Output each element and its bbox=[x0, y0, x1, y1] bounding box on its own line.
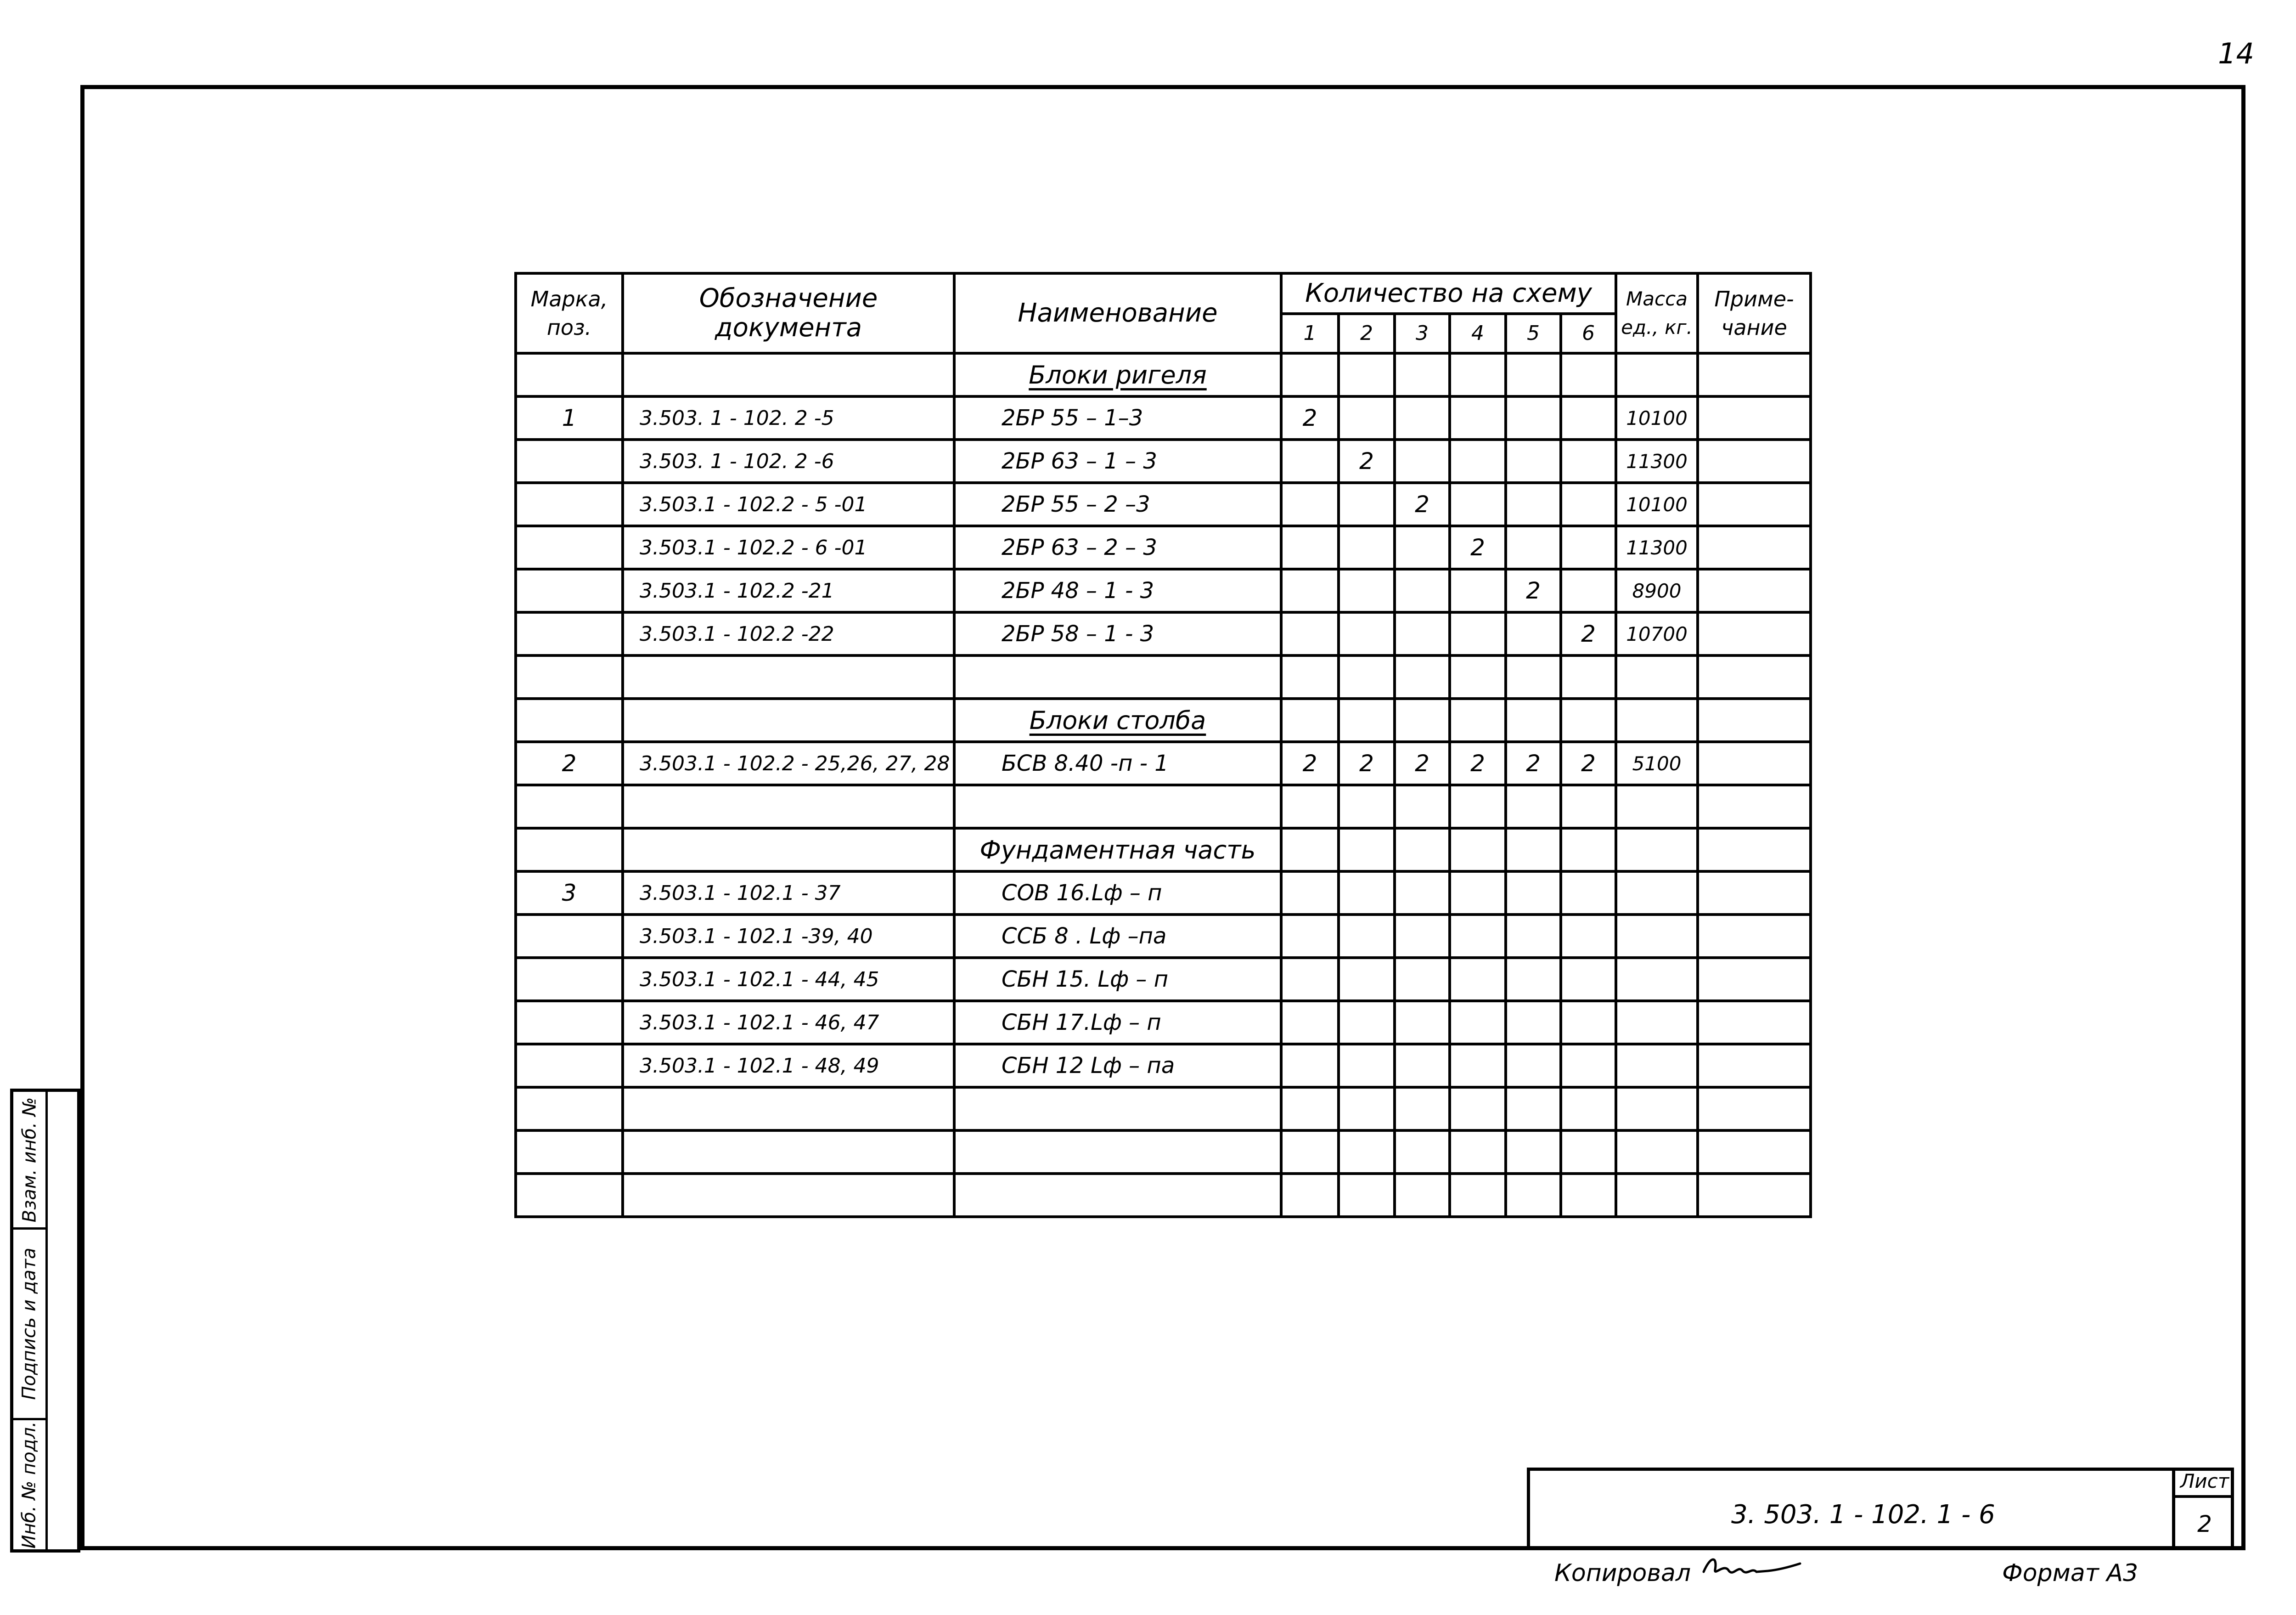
cell-qty: 2 bbox=[1395, 742, 1450, 785]
sheet-box bbox=[2172, 1468, 2234, 1550]
cell-qty bbox=[1450, 353, 1506, 396]
cell-qty bbox=[1506, 871, 1561, 915]
table-row bbox=[516, 440, 1811, 483]
cell-qty bbox=[1450, 655, 1506, 699]
cell-mark: 3 bbox=[516, 871, 623, 915]
cell-qty bbox=[1339, 915, 1395, 958]
cell-qty bbox=[1339, 871, 1395, 915]
cell-mark bbox=[516, 1044, 623, 1087]
cell-doc bbox=[623, 353, 954, 396]
cell-doc bbox=[623, 699, 954, 742]
cell-qty bbox=[1561, 569, 1616, 612]
table-row bbox=[516, 569, 1811, 612]
cell-mass: 10700 bbox=[1616, 612, 1698, 655]
cell-mark: 2 bbox=[516, 742, 623, 785]
cell-qty bbox=[1450, 1044, 1506, 1087]
cell-mass bbox=[1616, 915, 1698, 958]
cell-note bbox=[1698, 612, 1811, 655]
cell-qty bbox=[1450, 871, 1506, 915]
table-row bbox=[516, 1001, 1811, 1044]
cell-qty bbox=[1450, 1001, 1506, 1044]
cell-mass bbox=[1616, 1174, 1698, 1217]
cell-name: БСВ 8.40 -п - 1 bbox=[954, 742, 1281, 785]
cell-doc: 3.503.1 - 102.2 -21 bbox=[623, 569, 954, 612]
cell-qty bbox=[1506, 1001, 1561, 1044]
cell-name: 2БР 48 – 1 - 3 bbox=[954, 569, 1281, 612]
cell-qty bbox=[1395, 655, 1450, 699]
cell-qty: 2 bbox=[1450, 742, 1506, 785]
cell-qty: 2 bbox=[1450, 526, 1506, 569]
cell-note bbox=[1698, 1044, 1811, 1087]
cell-qty bbox=[1561, 526, 1616, 569]
format-label: Формат А3 bbox=[2002, 1559, 2138, 1587]
page-number: 14 bbox=[2218, 37, 2254, 70]
cell-qty bbox=[1561, 958, 1616, 1001]
cell-mark bbox=[516, 1001, 623, 1044]
cell-mass bbox=[1616, 353, 1698, 396]
header-mark: Марка, поз. bbox=[516, 273, 623, 353]
cell-name bbox=[954, 1087, 1281, 1130]
cell-doc: 3.503.1 - 102.1 - 48, 49 bbox=[623, 1044, 954, 1087]
cell-qty bbox=[1395, 612, 1450, 655]
cell-name: 2БР 63 – 1 – 3 bbox=[954, 440, 1281, 483]
cell-mark bbox=[516, 1087, 623, 1130]
cell-note bbox=[1698, 353, 1811, 396]
cell-doc bbox=[623, 785, 954, 828]
cell-qty bbox=[1450, 785, 1506, 828]
cell-mass: 8900 bbox=[1616, 569, 1698, 612]
cell-qty bbox=[1339, 828, 1395, 871]
cell-qty bbox=[1395, 440, 1450, 483]
cell-name: ССБ 8 . Lф –па bbox=[954, 915, 1281, 958]
table-row bbox=[516, 655, 1811, 699]
table-row bbox=[516, 871, 1811, 915]
section-title: Блоки столба bbox=[954, 699, 1281, 742]
side-stamp-vzam bbox=[13, 1092, 45, 1230]
cell-doc: 3.503.1 - 102.2 - 6 -01 bbox=[623, 526, 954, 569]
cell-qty bbox=[1339, 612, 1395, 655]
cell-qty: 2 bbox=[1339, 742, 1395, 785]
cell-mass: 11300 bbox=[1616, 440, 1698, 483]
cell-note bbox=[1698, 655, 1811, 699]
cell-qty bbox=[1281, 828, 1339, 871]
cell-mass bbox=[1616, 655, 1698, 699]
cell-mark bbox=[516, 612, 623, 655]
cell-name: 2БР 63 – 2 – 3 bbox=[954, 526, 1281, 569]
cell-name bbox=[954, 655, 1281, 699]
cell-qty bbox=[1506, 1087, 1561, 1130]
cell-qty bbox=[1561, 871, 1616, 915]
cell-note bbox=[1698, 958, 1811, 1001]
cell-note bbox=[1698, 785, 1811, 828]
side-stamp-divider bbox=[45, 1092, 48, 1549]
cell-qty: 2 bbox=[1506, 742, 1561, 785]
sheet-value: 2 bbox=[2197, 1511, 2212, 1537]
cell-qty bbox=[1561, 699, 1616, 742]
cell-mass bbox=[1616, 958, 1698, 1001]
cell-mark bbox=[516, 483, 623, 526]
cell-qty: 2 bbox=[1281, 742, 1339, 785]
table-row bbox=[516, 483, 1811, 526]
cell-qty bbox=[1339, 785, 1395, 828]
cell-qty bbox=[1561, 655, 1616, 699]
header-note: Приме- чание bbox=[1698, 273, 1811, 353]
cell-mass: 10100 bbox=[1616, 396, 1698, 440]
cell-qty bbox=[1561, 828, 1616, 871]
cell-qty bbox=[1395, 871, 1450, 915]
cell-qty bbox=[1561, 915, 1616, 958]
cell-qty bbox=[1506, 785, 1561, 828]
cell-note bbox=[1698, 742, 1811, 785]
cell-qty bbox=[1281, 612, 1339, 655]
cell-qty bbox=[1561, 1087, 1616, 1130]
cell-qty bbox=[1395, 915, 1450, 958]
cell-qty bbox=[1395, 1044, 1450, 1087]
cell-qty bbox=[1450, 1130, 1506, 1174]
cell-mass bbox=[1616, 1087, 1698, 1130]
side-stamp-vzam-label: Взам. инб. № bbox=[19, 1097, 40, 1222]
cell-qty bbox=[1339, 958, 1395, 1001]
side-stamp-sign-label: Подпись и дата bbox=[19, 1248, 40, 1400]
cell-qty bbox=[1395, 699, 1450, 742]
cell-qty bbox=[1561, 440, 1616, 483]
cell-qty bbox=[1561, 396, 1616, 440]
section-title: Фундаментная часть bbox=[954, 828, 1281, 871]
table-row bbox=[516, 612, 1811, 655]
cell-qty bbox=[1450, 1174, 1506, 1217]
cell-qty bbox=[1339, 699, 1395, 742]
cell-mass: 5100 bbox=[1616, 742, 1698, 785]
cell-qty bbox=[1506, 440, 1561, 483]
cell-qty bbox=[1281, 483, 1339, 526]
cell-qty bbox=[1506, 958, 1561, 1001]
cell-qty bbox=[1395, 569, 1450, 612]
header-qty-col: 1 bbox=[1281, 314, 1339, 353]
cell-qty bbox=[1339, 1130, 1395, 1174]
cell-qty bbox=[1450, 699, 1506, 742]
cell-doc bbox=[623, 655, 954, 699]
header-name: Наименование bbox=[954, 273, 1281, 353]
cell-qty bbox=[1561, 1044, 1616, 1087]
cell-name bbox=[954, 1130, 1281, 1174]
cell-doc: 3.503.1 - 102.1 -39, 40 bbox=[623, 915, 954, 958]
cell-qty bbox=[1450, 828, 1506, 871]
cell-doc bbox=[623, 1130, 954, 1174]
cell-qty: 2 bbox=[1561, 612, 1616, 655]
cell-mass bbox=[1616, 1130, 1698, 1174]
cell-mass bbox=[1616, 1044, 1698, 1087]
cell-qty bbox=[1395, 353, 1450, 396]
cell-qty bbox=[1395, 958, 1450, 1001]
cell-qty bbox=[1450, 958, 1506, 1001]
header-qty-col: 3 bbox=[1395, 314, 1450, 353]
header-mass: Масса ед., кг. bbox=[1616, 273, 1698, 353]
signature-icon bbox=[1699, 1553, 1805, 1581]
cell-qty bbox=[1506, 828, 1561, 871]
cell-qty bbox=[1450, 612, 1506, 655]
cell-doc: 3.503.1 - 102.2 -22 bbox=[623, 612, 954, 655]
copied-label: Копировал bbox=[1554, 1559, 1691, 1587]
cell-qty bbox=[1561, 785, 1616, 828]
cell-mark bbox=[516, 785, 623, 828]
cell-doc: 3.503.1 - 102.1 - 37 bbox=[623, 871, 954, 915]
cell-note bbox=[1698, 569, 1811, 612]
cell-qty bbox=[1281, 440, 1339, 483]
cell-qty bbox=[1339, 569, 1395, 612]
cell-qty bbox=[1561, 1001, 1616, 1044]
cell-mark bbox=[516, 569, 623, 612]
cell-note bbox=[1698, 1001, 1811, 1044]
cell-qty: 2 bbox=[1561, 742, 1616, 785]
cell-qty bbox=[1395, 396, 1450, 440]
cell-name: СБН 12 Lф – па bbox=[954, 1044, 1281, 1087]
cell-qty bbox=[1506, 1174, 1561, 1217]
cell-note bbox=[1698, 871, 1811, 915]
cell-name: 2БР 55 – 1–3 bbox=[954, 396, 1281, 440]
cell-note bbox=[1698, 396, 1811, 440]
cell-note bbox=[1698, 828, 1811, 871]
cell-qty bbox=[1450, 483, 1506, 526]
cell-note bbox=[1698, 915, 1811, 958]
cell-doc: 3.503.1 - 102.2 - 25,26, 27, 28 bbox=[623, 742, 954, 785]
cell-qty bbox=[1506, 396, 1561, 440]
table-row bbox=[516, 1130, 1811, 1174]
cell-note bbox=[1698, 1174, 1811, 1217]
cell-qty bbox=[1281, 699, 1339, 742]
table-row bbox=[516, 1087, 1811, 1130]
cell-mass bbox=[1616, 785, 1698, 828]
cell-qty bbox=[1395, 828, 1450, 871]
cell-qty bbox=[1395, 526, 1450, 569]
cell-doc: 3.503.1 - 102.1 - 46, 47 bbox=[623, 1001, 954, 1044]
cell-qty bbox=[1395, 1130, 1450, 1174]
cell-qty bbox=[1281, 655, 1339, 699]
table-row bbox=[516, 742, 1811, 785]
cell-mass bbox=[1616, 1001, 1698, 1044]
header-qty-col: 6 bbox=[1561, 314, 1616, 353]
cell-name bbox=[954, 1174, 1281, 1217]
cell-qty bbox=[1339, 1044, 1395, 1087]
cell-mark bbox=[516, 828, 623, 871]
cell-note bbox=[1698, 1087, 1811, 1130]
table-row bbox=[516, 396, 1811, 440]
cell-qty bbox=[1450, 915, 1506, 958]
table-row bbox=[516, 1174, 1811, 1217]
cell-note bbox=[1698, 526, 1811, 569]
cell-name: СОВ 16.Lф – п bbox=[954, 871, 1281, 915]
cell-qty bbox=[1506, 699, 1561, 742]
cell-doc: 3.503. 1 - 102. 2 -6 bbox=[623, 440, 954, 483]
cell-qty bbox=[1339, 483, 1395, 526]
cell-doc: 3.503.1 - 102.2 - 5 -01 bbox=[623, 483, 954, 526]
cell-qty bbox=[1561, 483, 1616, 526]
cell-qty bbox=[1395, 1001, 1450, 1044]
table-row bbox=[516, 915, 1811, 958]
header-doc: Обозначение документа bbox=[623, 273, 954, 353]
cell-qty bbox=[1506, 526, 1561, 569]
cell-note bbox=[1698, 483, 1811, 526]
cell-mark bbox=[516, 655, 623, 699]
table-row bbox=[516, 353, 1811, 396]
cell-qty: 2 bbox=[1395, 483, 1450, 526]
cell-mass bbox=[1616, 828, 1698, 871]
cell-qty bbox=[1450, 440, 1506, 483]
cell-qty bbox=[1506, 915, 1561, 958]
cell-mark bbox=[516, 958, 623, 1001]
cell-qty bbox=[1281, 785, 1339, 828]
cell-qty bbox=[1339, 1087, 1395, 1130]
cell-qty bbox=[1339, 1001, 1395, 1044]
header-qty-col: 4 bbox=[1450, 314, 1506, 353]
cell-qty bbox=[1339, 655, 1395, 699]
side-stamp-inv bbox=[13, 1420, 45, 1549]
cell-mark bbox=[516, 1174, 623, 1217]
cell-doc: 3.503.1 - 102.1 - 44, 45 bbox=[623, 958, 954, 1001]
cell-doc bbox=[623, 1087, 954, 1130]
cell-qty bbox=[1339, 1174, 1395, 1217]
cell-mark bbox=[516, 353, 623, 396]
cell-qty bbox=[1281, 353, 1339, 396]
cell-note bbox=[1698, 440, 1811, 483]
cell-qty bbox=[1339, 526, 1395, 569]
table-row bbox=[516, 1044, 1811, 1087]
cell-qty: 2 bbox=[1339, 440, 1395, 483]
cell-doc bbox=[623, 828, 954, 871]
header-qty-col: 5 bbox=[1506, 314, 1561, 353]
table-row bbox=[516, 828, 1811, 871]
cell-doc bbox=[623, 1174, 954, 1217]
cell-qty bbox=[1561, 1174, 1616, 1217]
cell-qty bbox=[1506, 655, 1561, 699]
table-row bbox=[516, 526, 1811, 569]
cell-qty: 2 bbox=[1506, 569, 1561, 612]
cell-name bbox=[954, 785, 1281, 828]
specification-table bbox=[514, 272, 1812, 1218]
cell-mark bbox=[516, 915, 623, 958]
cell-mass bbox=[1616, 871, 1698, 915]
cell-mass bbox=[1616, 699, 1698, 742]
cell-qty bbox=[1281, 1044, 1339, 1087]
cell-mark bbox=[516, 1130, 623, 1174]
header-qty: Количество на схему bbox=[1281, 273, 1616, 314]
cell-qty bbox=[1281, 1001, 1339, 1044]
cell-qty bbox=[1395, 785, 1450, 828]
cell-mark bbox=[516, 699, 623, 742]
side-stamp bbox=[10, 1089, 80, 1553]
cell-qty bbox=[1506, 612, 1561, 655]
cell-mass: 11300 bbox=[1616, 526, 1698, 569]
cell-qty bbox=[1281, 526, 1339, 569]
table-body bbox=[516, 353, 1811, 1217]
cell-qty bbox=[1506, 1130, 1561, 1174]
table-row bbox=[516, 958, 1811, 1001]
cell-qty bbox=[1339, 353, 1395, 396]
cell-qty bbox=[1281, 871, 1339, 915]
cell-name: 2БР 58 – 1 - 3 bbox=[954, 612, 1281, 655]
cell-name: СБН 15. Lф – п bbox=[954, 958, 1281, 1001]
cell-qty bbox=[1281, 1174, 1339, 1217]
cell-qty: 2 bbox=[1281, 396, 1339, 440]
sheet-label: Лист bbox=[2175, 1468, 2234, 1498]
cell-name: СБН 17.Lф – п bbox=[954, 1001, 1281, 1044]
cell-qty bbox=[1506, 483, 1561, 526]
cell-qty bbox=[1561, 1130, 1616, 1174]
header-qty-col: 2 bbox=[1339, 314, 1395, 353]
cell-note bbox=[1698, 699, 1811, 742]
cell-qty bbox=[1281, 569, 1339, 612]
table-row bbox=[516, 785, 1811, 828]
cell-mark bbox=[516, 440, 623, 483]
cell-doc: 3.503. 1 - 102. 2 -5 bbox=[623, 396, 954, 440]
side-stamp-sign bbox=[13, 1230, 45, 1420]
cell-mark: 1 bbox=[516, 396, 623, 440]
cell-mark bbox=[516, 526, 623, 569]
table-row bbox=[516, 699, 1811, 742]
cell-qty bbox=[1395, 1174, 1450, 1217]
document-code: 3. 503. 1 - 102. 1 - 6 bbox=[1731, 1500, 1995, 1530]
cell-qty bbox=[1450, 569, 1506, 612]
cell-note bbox=[1698, 1130, 1811, 1174]
cell-qty bbox=[1339, 396, 1395, 440]
cell-qty bbox=[1281, 1087, 1339, 1130]
section-title: Блоки ригеля bbox=[954, 353, 1281, 396]
cell-qty bbox=[1506, 353, 1561, 396]
cell-qty bbox=[1395, 1087, 1450, 1130]
cell-qty bbox=[1281, 1130, 1339, 1174]
cell-qty bbox=[1281, 915, 1339, 958]
cell-qty bbox=[1450, 1087, 1506, 1130]
cell-qty bbox=[1450, 396, 1506, 440]
cell-qty bbox=[1281, 958, 1339, 1001]
cell-name: 2БР 55 – 2 –3 bbox=[954, 483, 1281, 526]
cell-qty bbox=[1561, 353, 1616, 396]
cell-qty bbox=[1506, 1044, 1561, 1087]
side-stamp-inv-label: Инб. № подл. bbox=[19, 1421, 40, 1549]
cell-mass: 10100 bbox=[1616, 483, 1698, 526]
